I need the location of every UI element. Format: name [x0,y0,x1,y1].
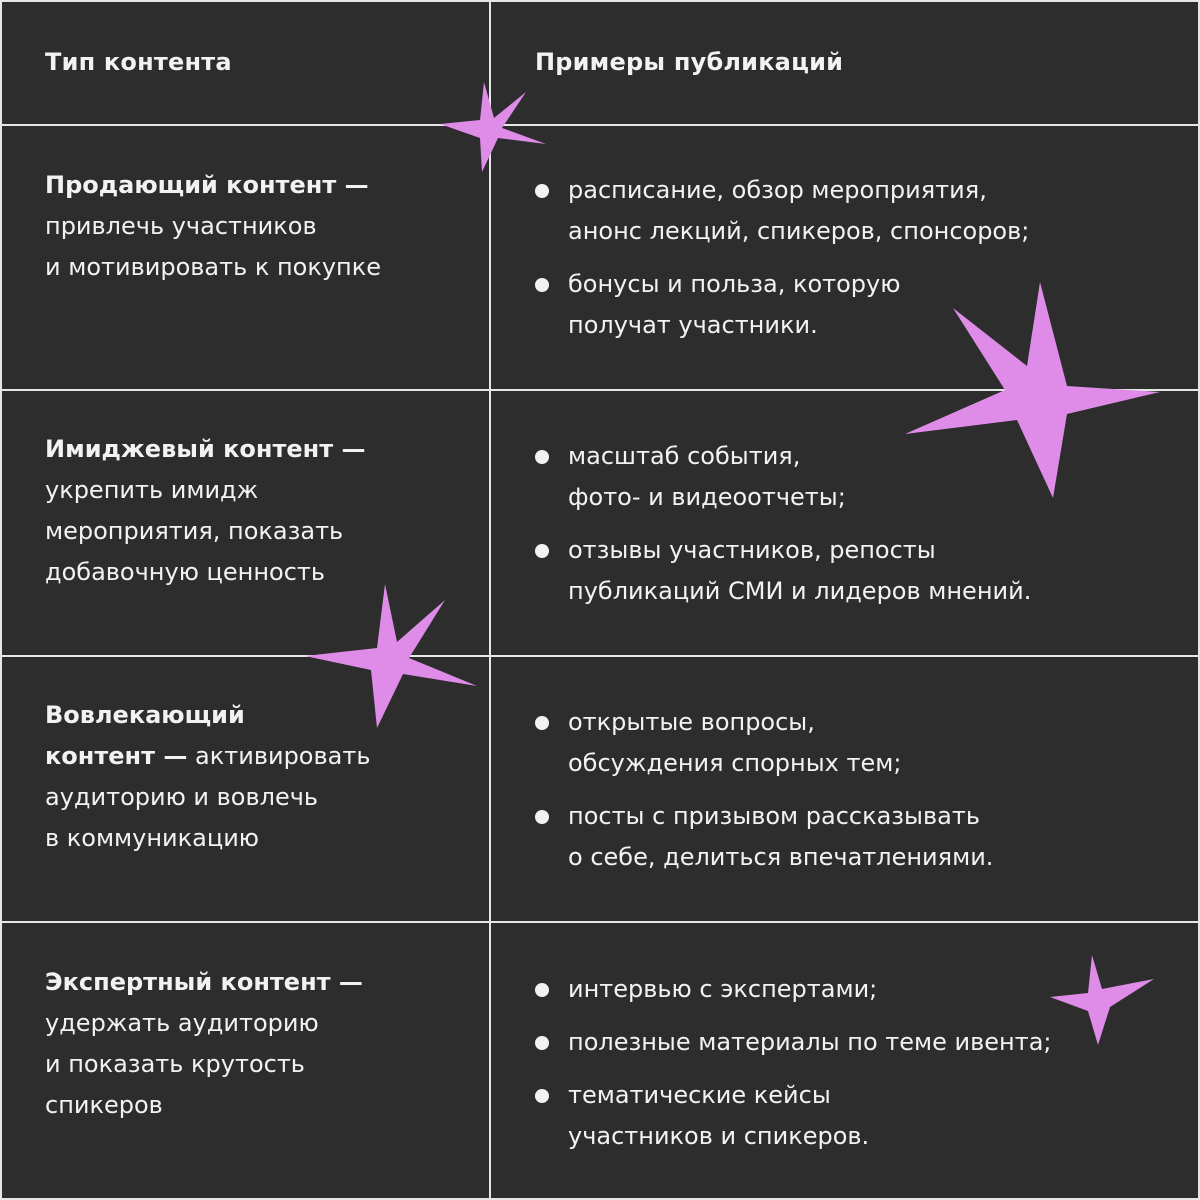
row-expert-type: Экспертный контент — удержать аудиторию и показать крутость спикеров [45,968,363,1119]
row-title: Вовлекающий [45,701,245,729]
list-item: интервью с экспертами; [535,969,1165,1010]
bullet [535,278,549,292]
bullet [535,450,549,464]
column-divider [489,0,491,1200]
header-content-type: Тип контента [45,48,232,76]
list-item: масштаб события, фото- и видеоотчеты; [535,436,1165,518]
bullet [535,1036,549,1050]
sparkle-star-icon [905,282,1160,498]
bullet [535,1089,549,1103]
header-publication-examples: Примеры публикаций [535,48,844,76]
row-divider [0,921,1200,923]
sparkle-star-icon [440,82,546,172]
list-item: расписание, обзор мероприятия, анонс лекций, спикеров, спонсоров; [535,170,1165,252]
list-item: отзывы участников, репосты публикаций СМИ и лидеров мнений. [535,530,1165,612]
row-title: контент — [45,742,188,770]
bullet [535,983,549,997]
row-divider [0,655,1200,657]
list-item: посты с призывом рассказывать о себе, делиться впечатлениями. [535,796,1165,878]
row-engaging-type: Вовлекающий контент — активировать аудиторию и вовлечь в коммуникацию [45,701,371,852]
bullet [535,184,549,198]
list-item: бонусы и польза, которую получат участники. [535,264,1165,346]
row-title: Продающий контент — [45,171,369,199]
row-selling-type [45,165,465,288]
row-desc-line: и мотивировать к покупке [45,253,382,281]
bullet [535,544,549,558]
row-engaging-examples [535,702,1165,890]
list-item: открытые вопросы, обсуждения спорных тем; [535,702,1165,784]
row-title: Экспертный контент — [45,968,363,996]
list-item: тематические кейсы участников и спикеров. [535,1075,1165,1157]
row-desc-line: привлечь участников [45,212,317,240]
bullet [535,716,549,730]
row-image-type: Имиджевый контент — укрепить имидж мероприятия, показать добавочную ценность [45,435,366,586]
row-title: Имиджевый контент — [45,435,366,463]
sparkle-star-icon [1050,955,1154,1045]
bullet [535,810,549,824]
sparkle-star-icon [305,584,477,728]
row-divider [0,124,1200,126]
list-item: полезные материалы по теме ивента; [535,1022,1165,1063]
